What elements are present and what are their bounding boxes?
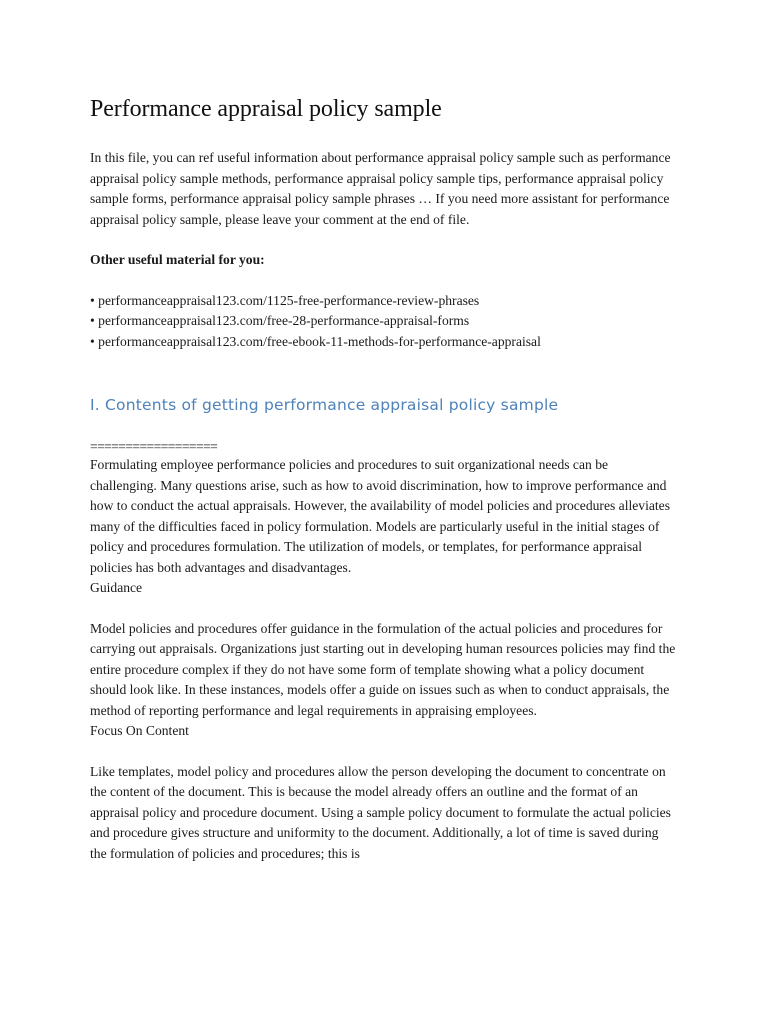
other-material-label: Other useful material for you:: [90, 252, 265, 267]
focus-heading: Focus On Content: [90, 723, 189, 738]
focus-paragraph: Like templates, model policy and procedures allow the person developing the document to concentrate on the content of the document. This is because the model already offers an outline and the format of an appraisal policy and procedure document. Using a sample policy document to formulate the actual policies and procedure gives structure and uniformity to the document. Additionally, a lot of time is saved during the formulation of policies and procedures; this is: [90, 763, 671, 861]
link-item[interactable]: • performanceappraisal123.com/free-ebook-11-methods-for-performance-appraisal: [90, 333, 541, 349]
document-page: [90, 94, 676, 864]
page-title: Performance appraisal policy sample: [90, 96, 442, 122]
section-intro-paragraph: Formulating employee performance policies and procedures to suit organizational needs can be challenging. Many questions arise, such as how to avoid discrimination, how to improve performance and how to conduct the actual appraisals. However, the availability of model policies and procedures alleviates many of the difficulties faced in policy formulation. Models are particularly useful in the initial stages of policy and procedures formulation. The utilization of models, or templates, for performance appraisal policies has both advantages and disadvantages.: [90, 457, 671, 575]
separator-line: ==================: [90, 439, 218, 454]
section-heading: I. Contents of getting performance appraisal policy sample: [90, 396, 559, 414]
guidance-heading: Guidance: [90, 580, 143, 595]
intro-paragraph: In this file, you can ref useful information about performance appraisal policy sample such as performance appraisal policy sample methods, performance appraisal policy sample tips, performance appraisal policy sample forms, performance appraisal policy sample phrases … If you need more assistant for performance appraisal policy sample, please leave your comment at the end of file.: [90, 150, 671, 227]
link-item[interactable]: • performanceappraisal123.com/free-28-performance-appraisal-forms: [90, 313, 470, 328]
useful-links-list: [90, 291, 676, 353]
link-item[interactable]: • performanceappraisal123.com/1125-free-performance-review-phrases: [90, 292, 480, 308]
guidance-paragraph: Model policies and procedures offer guidance in the formulation of the actual policies and procedures for carrying out appraisals. Organizations just starting out in developing human resources policies may find the entire procedure complex if they do not have some form of template showing what a policy document should look like. In these instances, models offer a guide on issues such as when to conduct appraisals, the method of reporting performance and legal requirements in appraising employees.: [90, 620, 676, 718]
